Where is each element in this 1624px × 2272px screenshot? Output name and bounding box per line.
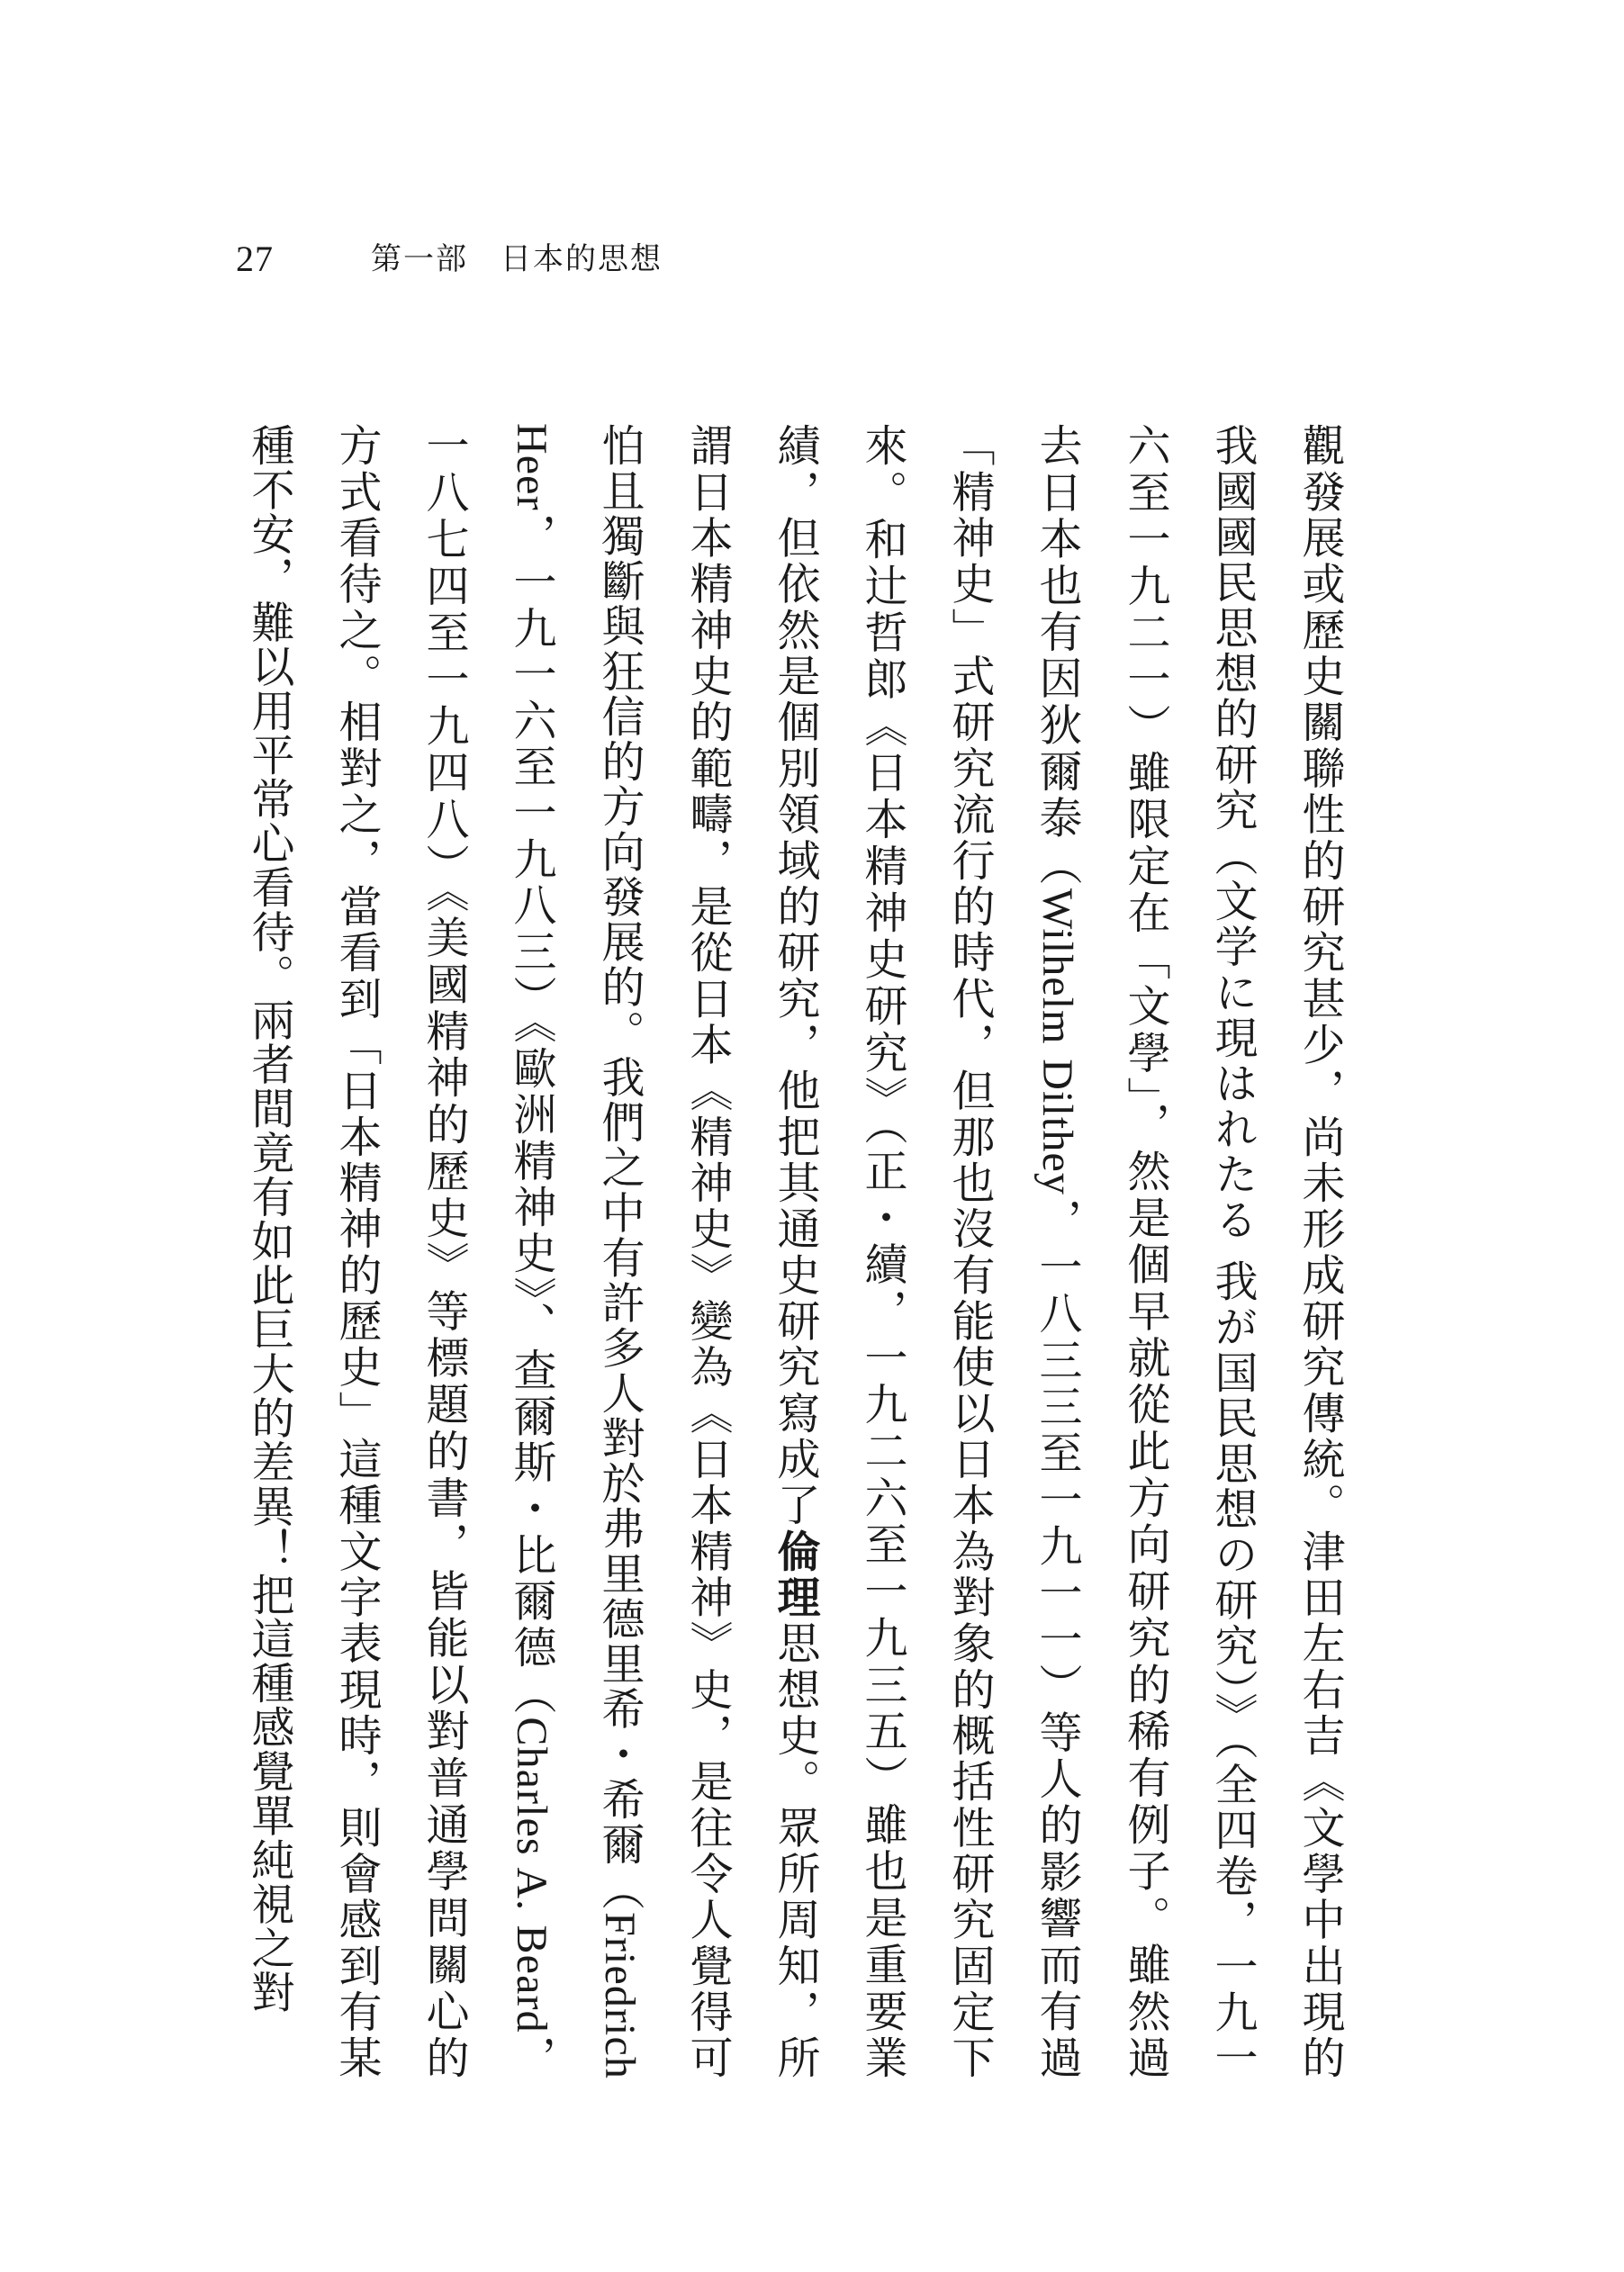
text-segment: 績，但依然是個別領域的研究，他把其通史研究寫成了 bbox=[770, 423, 820, 1529]
latin-name: Heer bbox=[508, 423, 555, 511]
latin-name: Wilhelm Dilthey bbox=[1033, 888, 1081, 1195]
text-column-13: 種不安，難以用平常心看待。兩者間竟有如此巨大的差異！把這種感覺單純視之對 bbox=[244, 423, 294, 2015]
text-column-9 bbox=[575, 423, 663, 2079]
text-column-2: 我國國民思想的研究（文学に現はれたる 我が国民思想の研究）》（全四卷，一九一 bbox=[1207, 423, 1258, 2079]
text-segment: ，一九一六至一九八三）《歐洲精神史》、查爾斯・比爾德（ bbox=[506, 510, 556, 1718]
text-column-10 bbox=[487, 423, 575, 2079]
text-column-12: 方式看待之。相對之，當看到「日本精神的歷史」這種文字表現時，則會感到有某 bbox=[331, 423, 382, 2079]
latin-name: Friedrich bbox=[596, 1912, 644, 2079]
text-column-3: 六至一九二一）雖限定在「文學」，然是個早就從此方向研究的稀有例子。雖然過 bbox=[1120, 423, 1170, 2079]
latin-name: Charles A. Beard bbox=[508, 1717, 555, 2033]
text-column-6: 來。和辻哲郎《日本精神史研究》（正・續，一九二六至一九三五）雖也是重要業 bbox=[857, 423, 907, 2079]
text-segment: 思想史。眾所周知，所 bbox=[770, 1620, 820, 2079]
text-segment: 去日本也有因狄爾泰（ bbox=[1032, 423, 1082, 888]
text-column-7 bbox=[751, 423, 838, 2079]
text-segment: ，一八三三至一九一一）等人的影響而有過 bbox=[1032, 1195, 1082, 2079]
text-column-8: 謂日本精神史的範疇，是從日本《精神史》變為《日本精神》史，是往令人覺得可 bbox=[682, 423, 733, 2079]
page-number: 27 bbox=[236, 239, 274, 279]
text-column-5: 「精神史」式研究流行的時代，但那也沒有能使以日本為對象的概括性研究固定下 bbox=[944, 423, 995, 2079]
text-column-4 bbox=[1013, 423, 1101, 2079]
text-segment: ， bbox=[506, 2033, 556, 2079]
running-head: 第一部 日本的思想 bbox=[371, 241, 663, 277]
text-segment: 怕且獨斷與狂信的方向發展的。我們之中有許多人對於弗里德里希・希爾（ bbox=[594, 423, 645, 1913]
text-column-1: 觀發展或歷史關聯性的研究甚少，尚未形成研究傳統。津田左右吉《文學中出現的 bbox=[1295, 423, 1345, 2079]
bold-emphasis: 倫理 bbox=[770, 1528, 820, 1621]
body-text bbox=[225, 423, 1363, 2079]
text-column-11: 一八七四至一九四八）《美國精神的歷史》等標題的書，皆能以對普通學問關心的 bbox=[419, 423, 469, 2079]
